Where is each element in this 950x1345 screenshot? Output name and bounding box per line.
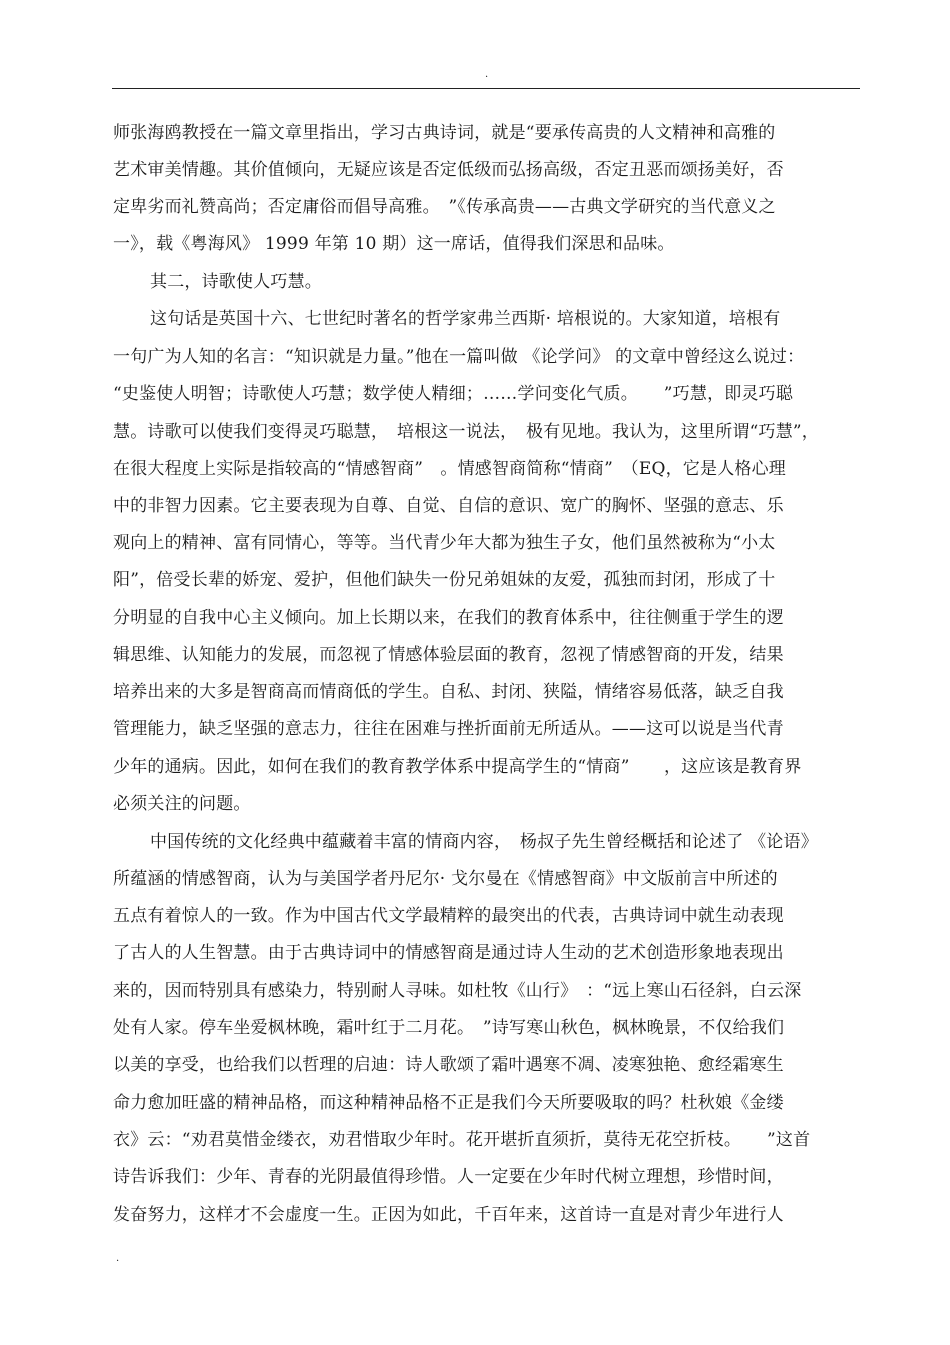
text-line: 来的，因而特别具有感染力，特别耐人寻味。如杜牧《山行》 ：“远上寒山石径斜，白云深 xyxy=(113,981,802,1001)
text-line: 中的非智力因素。它主要表现为自尊、自觉、自信的意识、宽广的胸怀、坚强的意志、乐 xyxy=(113,496,784,516)
text-line: 阳”，倍受长辈的娇宠、爱护，但他们缺失一份兄弟姐妹的友爱，孤独而封闭，形成了十 xyxy=(113,570,776,590)
text-line: 发奋努力，这样才不会虚度一生。正因为如此，千百年来，这首诗一直是对青少年进行人 xyxy=(113,1205,784,1225)
text-line: 定卑劣而礼赞高尚；否定庸俗而倡导高雅。 ”《传承高贵——古典文学研究的当代意义之 xyxy=(113,197,776,217)
text-line: 必须关注的问题。 xyxy=(113,794,251,814)
text-line: 诗告诉我们：少年、青春的光阴最值得珍惜。人一定要在少年时代树立理想，珍惜时间， xyxy=(113,1167,784,1187)
text-line: 艺术审美情趣。其价值倾向，无疑应该是否定低级而弘扬高级，否定丑恶而颂扬美好，否 xyxy=(113,160,784,180)
text-line: 一》，载《粤海风》 1999 年第 10 期）这一席话，值得我们深思和品味。 xyxy=(113,234,675,254)
text-line: 了古人的人生智慧。由于古典诗词中的情感智商是通过诗人生动的艺术创造形象地表现出 xyxy=(113,943,784,963)
text-line: “史鉴使人明智；诗歌使人巧慧；数学使人精细；……学问变化气质。 ”巧慧，即灵巧聪 xyxy=(113,384,794,404)
text-line: 培养出来的大多是智商高而情商低的学生。自私、封闭、狭隘，情绪容易低落，缺乏自我 xyxy=(113,682,784,702)
text-line: 所蕴涵的情感智商，认为与美国学者丹尼尔· 戈尔曼在《情感智商》中文版前言中所述的 xyxy=(113,869,778,889)
text-line: 这句话是英国十六、七世纪时著名的哲学家弗兰西斯· 培根说的。大家知道，培根有 xyxy=(150,309,781,329)
text-line: 中国传统的文化经典中蕴藏着丰富的情商内容， 杨叔子先生曾经概括和论述了 《论语》 xyxy=(150,832,818,852)
header-rule xyxy=(112,88,860,89)
text-line: 在很大程度上实际是指较高的“情感智商” 。情感智商简称“情商” （EQ，它是人格心理 xyxy=(113,459,787,479)
footer-mark: . xyxy=(116,1253,120,1264)
text-line: 五点有着惊人的一致。作为中国古代文学最精粹的最突出的代表，古典诗词中就生动表现 xyxy=(113,906,784,926)
text-line: 管理能力，缺乏坚强的意志力，往往在困难与挫折面前无所适从。——这可以说是当代青 xyxy=(113,719,784,739)
text-line: 观向上的精神、富有同情心，等等。当代青少年大都为独生子女，他们虽然被称为“小太 xyxy=(113,533,776,553)
text-line: 以美的享受，也给我们以哲理的启迪：诗人歌颂了霜叶遇寒不凋、凌寒独艳、愈经霜寒生 xyxy=(113,1055,784,1075)
text-line: 一句广为人知的名言：“知识就是力量。”他在一篇叫做 《论学问》 的文章中曾经这么说过： xyxy=(113,347,805,367)
text-line: 分明显的自我中心主义倾向。加上长期以来，在我们的教育体系中，往往侧重于学生的逻 xyxy=(113,608,784,628)
text-line: 慧。诗歌可以使我们变得灵巧聪慧， 培根这一说法， 极有见地。我认为，这里所谓“巧慧”， xyxy=(113,422,819,442)
text-line: 辑思维、认知能力的发展，而忽视了情感体验层面的教育，忽视了情感智商的开发，结果 xyxy=(113,645,784,665)
text-line: 衣》云：“劝君莫惜金缕衣，劝君惜取少年时。花开堪折直须折，莫待无花空折枝。 ”这首 xyxy=(113,1130,811,1150)
text-line: 师张海鸥教授在一篇文章里指出，学习古典诗词，就是“要承传高贵的人文精神和高雅的 xyxy=(113,123,776,143)
header-mark: . xyxy=(485,69,489,80)
text-line: 少年的通病。因此，如何在我们的教育教学体系中提高学生的“情商” ，这应该是教育界 xyxy=(113,757,802,777)
text-line: 处有人家。停车坐爱枫林晚，霜叶红于二月花。 ”诗写寒山秋色，枫林晚景，不仅给我们 xyxy=(113,1018,785,1038)
text-line: 其二，诗歌使人巧慧。 xyxy=(150,272,322,292)
text-line: 命力愈加旺盛的精神品格，而这种精神品格不正是我们今天所要吸取的吗？杜秋娘《金缕 xyxy=(113,1093,784,1113)
